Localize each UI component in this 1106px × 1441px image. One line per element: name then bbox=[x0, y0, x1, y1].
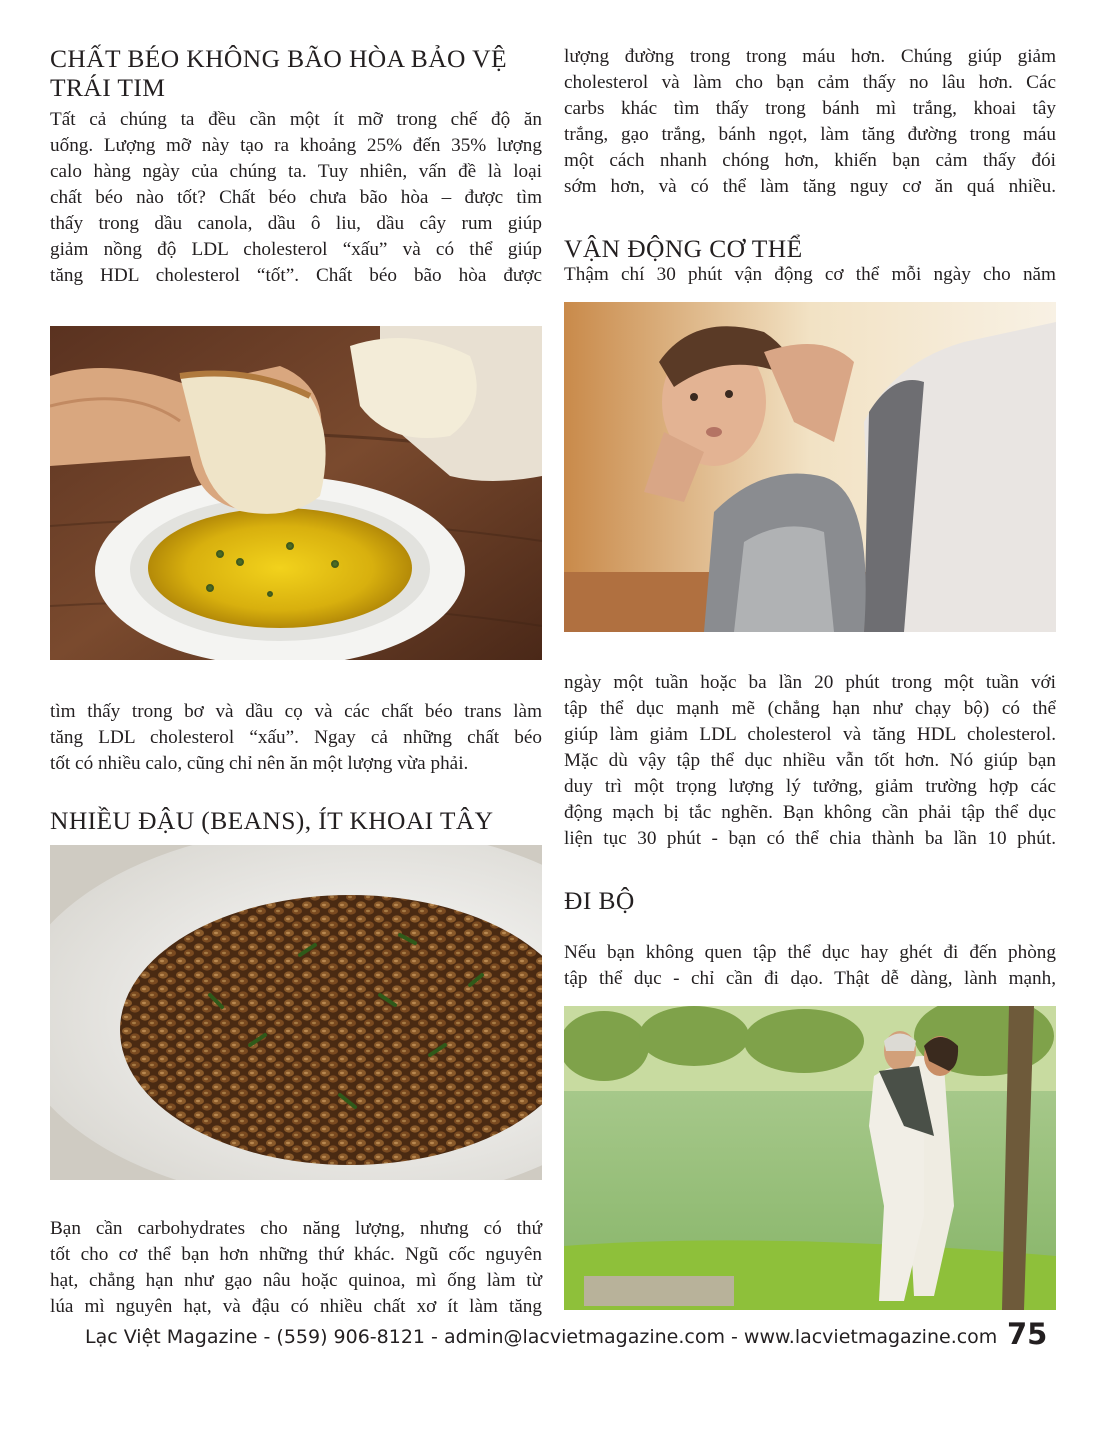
section-title-walking: ĐI BỘ bbox=[564, 886, 635, 915]
text-line: uống. Lượng mỡ này tạo ra khoảng 25% đến 35% lượng bbox=[50, 135, 542, 156]
text-line: tốt cho cơ thể bạn hơn những thứ khác. Ngũ cốc nguyên bbox=[50, 1244, 542, 1265]
text-line: một cách nhanh chóng hơn, khiến bạn cảm thấy đói bbox=[564, 150, 1056, 171]
text-line: lượng đường trong trong máu hơn. Chúng giúp giảm bbox=[564, 46, 1056, 67]
footer-contact-info: Lạc Việt Magazine - (559) 906-8121 - admin@lacvietmagazine.com - www.lacvietmagazine.com bbox=[85, 1326, 998, 1348]
text-line: sớm hơn, và có thể làm tăng nguy cơ ăn quá nhiều. bbox=[564, 176, 1056, 197]
text-line: Mặc dù vậy tập thể dục nhiều vẫn tốt hơn. Nó giúp bạn bbox=[564, 750, 1056, 771]
section-title-exercise: VẬN ĐỘNG CƠ THỂ bbox=[564, 234, 803, 263]
photo-couple-walking bbox=[564, 1006, 1056, 1310]
photo-woman-exercising bbox=[564, 302, 1056, 632]
text-line: thấy trong dầu canola, dầu ô liu, dầu cây rum giúp bbox=[50, 213, 542, 234]
text-line: giúp làm giảm LDL cholesterol và tăng HDL cholesterol. bbox=[564, 724, 1056, 745]
text-line: tập thể dục mạnh mẽ (chẳng hạn như chạy bộ) có thể bbox=[564, 698, 1056, 719]
text-line: tìm thấy trong bơ và dầu cọ và các chất béo trans làm bbox=[50, 701, 542, 722]
text-line: cholesterol và làm cho bạn cảm thấy no lâu hơn. Các bbox=[564, 72, 1056, 93]
text-line: lúa mì nguyên hạt, và đậu có nhiều chất xơ ít làm tăng bbox=[50, 1296, 542, 1317]
text-line: duy trì một trọng lượng lý tưởng, giảm trường hợp các bbox=[564, 776, 1056, 797]
photo-bread-olive-oil bbox=[50, 326, 542, 660]
text-line: giảm nồng độ LDL cholesterol “xấu” và có thể giúp bbox=[50, 239, 542, 260]
text-line: Tất cả chúng ta đều cần một ít mỡ trong chế độ ăn bbox=[50, 109, 542, 130]
text-line: chất béo nào tốt? Chất béo chưa bão hòa – được tìm bbox=[50, 187, 542, 208]
text-line: Thậm chí 30 phút vận động cơ thể mỗi ngày cho năm bbox=[564, 264, 1056, 285]
photo-lentils bbox=[50, 845, 542, 1180]
text-line: tăng HDL cholesterol “tốt”. Chất béo bão hòa được bbox=[50, 265, 542, 286]
text-line: động mạch bị tắc nghẽn. Bạn không cần phải tập thể dục bbox=[564, 802, 1056, 823]
page-footer bbox=[0, 1317, 1106, 1363]
text-line: Bạn cần carbohydrates cho năng lượng, nhưng có thứ bbox=[50, 1218, 542, 1239]
section-title-beans: NHIỀU ĐẬU (BEANS), ÍT KHOAI TÂY bbox=[50, 806, 494, 835]
page-number: 75 bbox=[1007, 1317, 1048, 1351]
text-line: liện tục 30 phút - bạn có thể chia thành ba lần 10 phút. bbox=[564, 828, 1056, 849]
text-line: calo hàng ngày của chúng ta. Tuy nhiên, vấn đề là loại bbox=[50, 161, 542, 182]
section-title-unsaturated-fat: CHẤT BÉO KHÔNG BÃO HÒA BẢO VỆ TRÁI TIM bbox=[50, 44, 507, 102]
text-line: ngày một tuần hoặc ba lần 20 phút trong một tuần với bbox=[564, 672, 1056, 693]
text-line: tốt có nhiều calo, cũng chỉ nên ăn một lượng vừa phải. bbox=[50, 753, 469, 774]
text-line: carbs khác tìm thấy trong bánh mì trắng, khoai tây bbox=[564, 98, 1056, 119]
text-line: tăng LDL cholesterol “xấu”. Ngay cả những chất béo bbox=[50, 727, 542, 748]
text-line: tập thể dục - chỉ cần đi dạo. Thật dễ dàng, lành mạnh, bbox=[564, 968, 1056, 989]
text-line: Nếu bạn không quen tập thể dục hay ghét đi đến phòng bbox=[564, 942, 1056, 963]
text-line: trắng, gạo trắng, bánh ngọt, làm tăng đường trong máu bbox=[564, 124, 1056, 145]
text-line: hạt, chẳng hạn như gạo nâu hoặc quinoa, mì ống làm từ bbox=[50, 1270, 542, 1291]
